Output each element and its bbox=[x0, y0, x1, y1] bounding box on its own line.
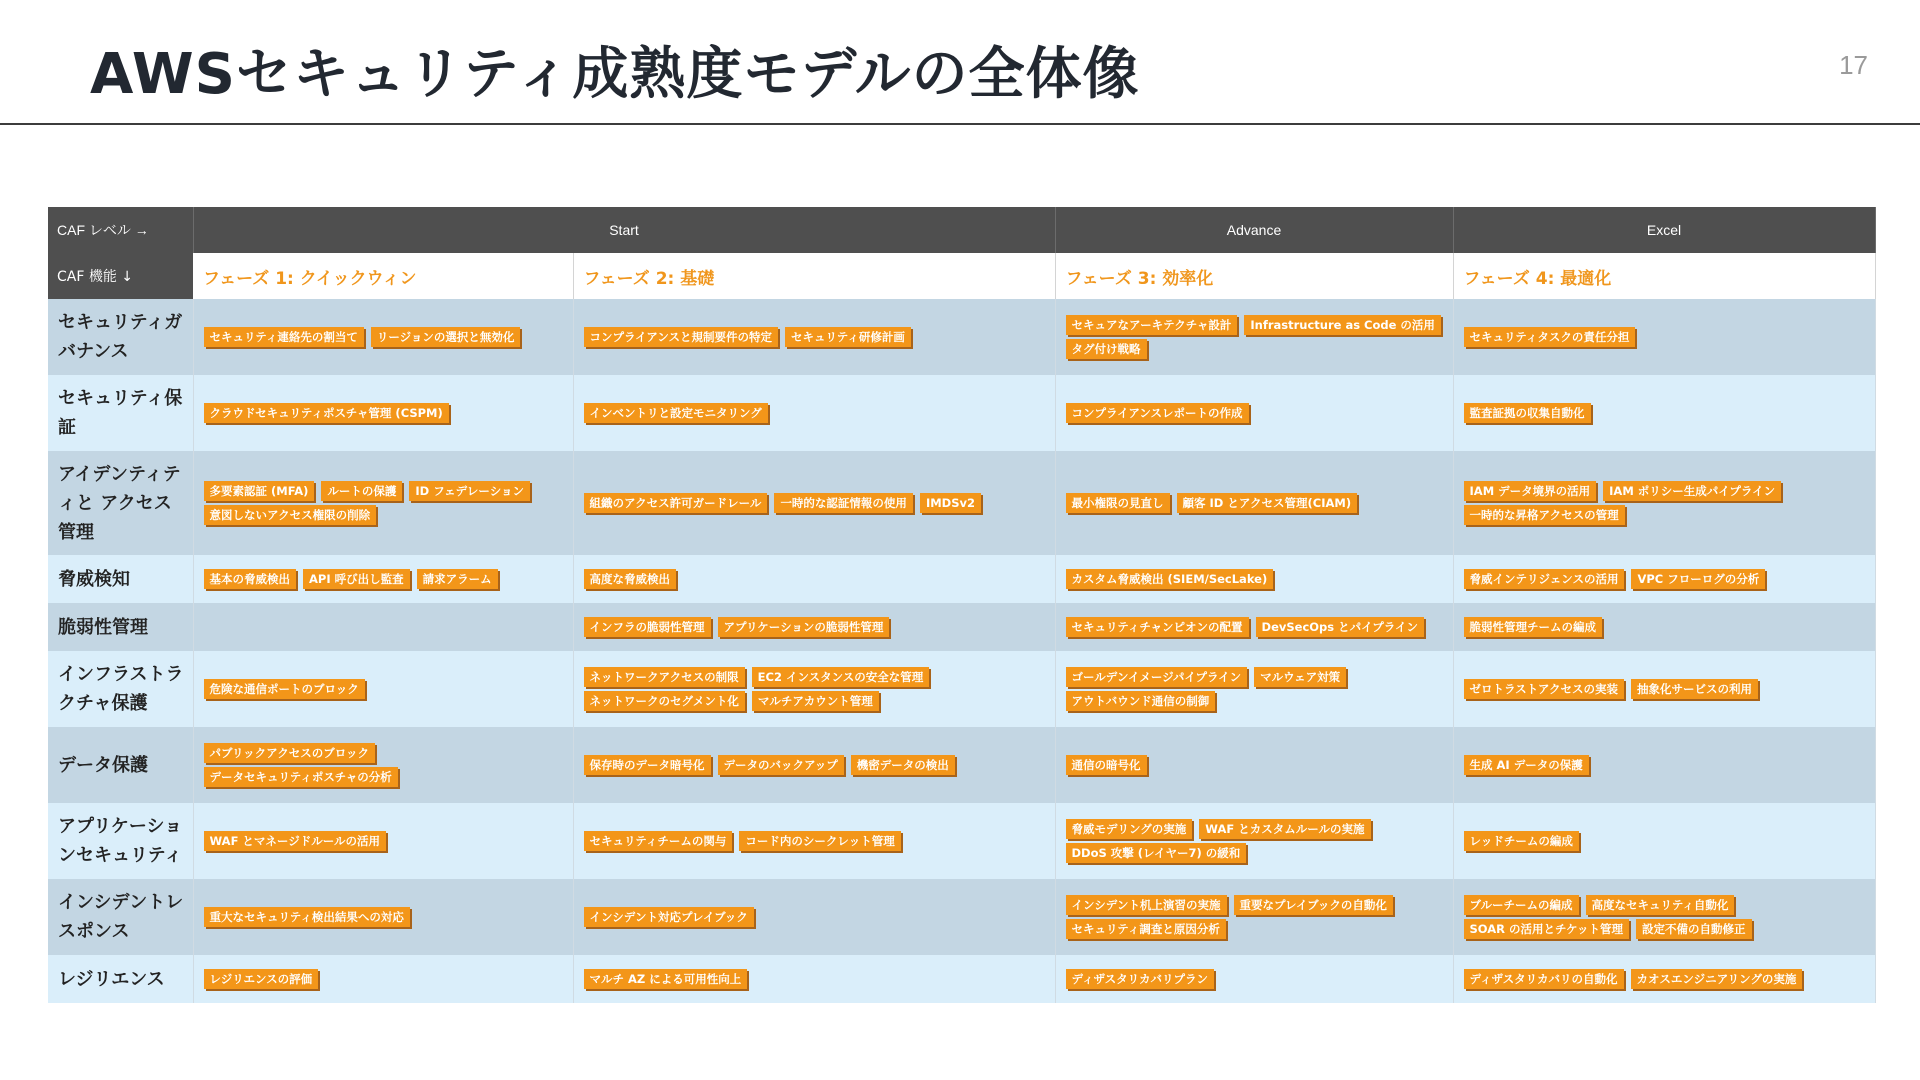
level-header-row bbox=[48, 207, 1875, 253]
practice-tag: 監査証拠の収集自動化 bbox=[1464, 403, 1591, 423]
capability-row bbox=[48, 555, 1875, 603]
practice-tag: セキュリティタスクの責任分担 bbox=[1464, 327, 1636, 347]
capability-row bbox=[48, 803, 1875, 879]
page-title: AWSセキュリティ成熟度モデルの全体像 bbox=[90, 42, 1140, 107]
tag-group bbox=[1066, 819, 1445, 863]
tag-group bbox=[1464, 481, 1867, 525]
practice-tag: インベントリと設定モニタリング bbox=[584, 403, 768, 423]
tag-group bbox=[1066, 493, 1445, 513]
phase-header-row bbox=[48, 253, 1875, 299]
practice-tag: マルチ AZ による可用性向上 bbox=[584, 969, 748, 989]
tag-group bbox=[1464, 327, 1867, 347]
tag-group bbox=[584, 617, 1047, 637]
phase-1-cell bbox=[193, 451, 573, 555]
practice-tag: マルチアカウント管理 bbox=[752, 691, 879, 711]
tag-group bbox=[1066, 969, 1445, 989]
phase-4-cell bbox=[1453, 651, 1875, 727]
practice-tag: WAF とマネージドルールの活用 bbox=[204, 831, 386, 851]
practice-tag: ID フェデレーション bbox=[409, 481, 530, 501]
capability-label: レジリエンス bbox=[48, 955, 193, 1003]
practice-tag: WAF とカスタムルールの実施 bbox=[1199, 819, 1370, 839]
practice-tag: 危険な通信ポートのブロック bbox=[204, 679, 365, 699]
practice-tag: 重大なセキュリティ検出結果への対応 bbox=[204, 907, 410, 927]
practice-tag: 高度な脅威検出 bbox=[584, 569, 677, 589]
practice-tag: マルウェア対策 bbox=[1254, 667, 1346, 687]
tag-group bbox=[1066, 403, 1445, 423]
phase-1-cell bbox=[193, 727, 573, 803]
practice-tag: API 呼び出し監査 bbox=[303, 569, 410, 589]
practice-tag: 請求アラーム bbox=[417, 569, 498, 589]
practice-tag: 意図しないアクセス権限の削除 bbox=[204, 505, 377, 525]
phase-4-cell bbox=[1453, 451, 1875, 555]
practice-tag: 脆弱性管理チームの編成 bbox=[1464, 617, 1603, 637]
phase-4-header: フェーズ 4: 最適化 bbox=[1453, 253, 1875, 299]
phase-2-header: フェーズ 2: 基礎 bbox=[573, 253, 1055, 299]
capability-label: セキュリティガバナンス bbox=[48, 299, 193, 375]
practice-tag: SOAR の活用とチケット管理 bbox=[1464, 919, 1629, 939]
practice-tag: ディザスタリカバリプラン bbox=[1066, 969, 1215, 989]
phase-3-cell bbox=[1055, 299, 1453, 375]
practice-tag: クラウドセキュリティポスチャ管理 (CSPM) bbox=[204, 403, 449, 423]
capability-label: 脆弱性管理 bbox=[48, 603, 193, 651]
practice-tag: レッドチームの編成 bbox=[1464, 831, 1579, 851]
practice-tag: アウトバウンド通信の制御 bbox=[1066, 691, 1216, 711]
practice-tag: レジリエンスの評価 bbox=[204, 969, 319, 989]
practice-tag: 機密データの検出 bbox=[851, 755, 955, 775]
capability-label: 脅威検知 bbox=[48, 555, 193, 603]
practice-tag: IAM データ境界の活用 bbox=[1464, 481, 1597, 501]
practice-tag: IMDSv2 bbox=[920, 493, 981, 513]
capability-row bbox=[48, 955, 1875, 1003]
capability-row bbox=[48, 727, 1875, 803]
phase-3-cell bbox=[1055, 955, 1453, 1003]
tag-group bbox=[1066, 895, 1445, 939]
practice-tag: 最小権限の見直し bbox=[1066, 493, 1170, 513]
practice-tag: リージョンの選択と無効化 bbox=[371, 327, 521, 347]
phase-4-cell bbox=[1453, 879, 1875, 955]
phase-3-cell bbox=[1055, 803, 1453, 879]
practice-tag: ブルーチームの編成 bbox=[1464, 895, 1579, 915]
practice-tag: コンプライアンスレポートの作成 bbox=[1066, 403, 1249, 423]
practice-tag: セキュリティ連絡先の割当て bbox=[204, 327, 364, 347]
practice-tag: 脅威インテリジェンスの活用 bbox=[1464, 569, 1625, 589]
maturity-model-table bbox=[48, 207, 1876, 1003]
practice-tag: セキュアなアーキテクチャ設計 bbox=[1066, 315, 1238, 335]
practice-tag: 設定不備の自動修正 bbox=[1636, 919, 1752, 939]
practice-tag: 組織のアクセス許可ガードレール bbox=[584, 493, 768, 513]
practice-tag: インシデント机上演習の実施 bbox=[1066, 895, 1227, 915]
phase-1-cell bbox=[193, 375, 573, 451]
phase-3-cell bbox=[1055, 879, 1453, 955]
phase-4-cell bbox=[1453, 299, 1875, 375]
tag-group bbox=[204, 327, 565, 347]
tag-group bbox=[1464, 569, 1867, 589]
phase-2-cell bbox=[573, 451, 1055, 555]
tag-group bbox=[584, 493, 1047, 513]
phase-3-cell bbox=[1055, 451, 1453, 555]
practice-tag: ネットワークのセグメント化 bbox=[584, 691, 745, 711]
capability-label: セキュリティ保証 bbox=[48, 375, 193, 451]
practice-tag: VPC フローログの分析 bbox=[1631, 569, 1765, 589]
phase-2-cell bbox=[573, 651, 1055, 727]
phase-2-cell bbox=[573, 375, 1055, 451]
practice-tag: Infrastructure as Code の活用 bbox=[1244, 315, 1441, 335]
practice-tag: パブリックアクセスのブロック bbox=[204, 743, 376, 763]
phase-1-cell bbox=[193, 555, 573, 603]
phase-1-cell bbox=[193, 879, 573, 955]
practice-tag: ルートの保護 bbox=[321, 481, 402, 501]
practice-tag: 抽象化サービスの利用 bbox=[1631, 679, 1758, 699]
practice-tag: セキュリティチームの関与 bbox=[584, 831, 733, 851]
phase-3-cell bbox=[1055, 727, 1453, 803]
phase-2-cell bbox=[573, 879, 1055, 955]
tag-group bbox=[1464, 895, 1867, 939]
tag-group bbox=[584, 969, 1047, 989]
practice-tag: 通信の暗号化 bbox=[1066, 755, 1147, 775]
tag-group bbox=[1464, 617, 1867, 637]
practice-tag: セキュリティチャンピオンの配置 bbox=[1066, 617, 1249, 637]
practice-tag: DDoS 攻撃 (レイヤー7) の緩和 bbox=[1066, 843, 1247, 863]
capability-label: データ保護 bbox=[48, 727, 193, 803]
phase-2-cell bbox=[573, 803, 1055, 879]
tag-group bbox=[1464, 755, 1867, 775]
practice-tag: アプリケーションの脆弱性管理 bbox=[718, 617, 890, 637]
tag-group bbox=[1066, 569, 1445, 589]
tag-group bbox=[1464, 403, 1867, 423]
capability-label: インフラストラクチャ保護 bbox=[48, 651, 193, 727]
phase-1-header: フェーズ 1: クイックウィン bbox=[193, 253, 573, 299]
tag-group bbox=[204, 679, 565, 699]
practice-tag: 保存時のデータ暗号化 bbox=[584, 755, 711, 775]
practice-tag: 基本の脅威検出 bbox=[204, 569, 297, 589]
phase-3-cell bbox=[1055, 555, 1453, 603]
practice-tag: 一時的な昇格アクセスの管理 bbox=[1464, 505, 1625, 525]
tag-group bbox=[204, 743, 565, 787]
practice-tag: インシデント対応プレイブック bbox=[584, 907, 754, 927]
capability-row bbox=[48, 299, 1875, 375]
phase-4-cell bbox=[1453, 803, 1875, 879]
practice-tag: コンプライアンスと規制要件の特定 bbox=[584, 327, 779, 347]
practice-tag: 一時的な認証情報の使用 bbox=[774, 493, 913, 513]
tag-group bbox=[1066, 755, 1445, 775]
phase-4-cell bbox=[1453, 375, 1875, 451]
phase-1-cell bbox=[193, 803, 573, 879]
tag-group bbox=[584, 831, 1047, 851]
function-corner-label: CAF 機能 ↓ bbox=[48, 253, 193, 299]
practice-tag: 高度なセキュリティ自動化 bbox=[1586, 895, 1735, 915]
tag-group bbox=[1464, 831, 1867, 851]
practice-tag: 生成 AI データの保護 bbox=[1464, 755, 1589, 775]
practice-tag: ゼロトラストアクセスの実装 bbox=[1464, 679, 1624, 699]
tag-group bbox=[584, 907, 1047, 927]
tag-group bbox=[584, 403, 1047, 423]
phase-2-cell bbox=[573, 555, 1055, 603]
phase-1-cell bbox=[193, 651, 573, 727]
capability-row bbox=[48, 879, 1875, 955]
capability-label: アプリケーションセキュリティ bbox=[48, 803, 193, 879]
phase-2-cell bbox=[573, 727, 1055, 803]
phase-4-cell bbox=[1453, 603, 1875, 651]
practice-tag: 顧客 ID とアクセス管理(CIAM) bbox=[1177, 493, 1358, 513]
practice-tag: カスタム脅威検出 (SIEM/SecLake) bbox=[1066, 569, 1274, 589]
tag-group bbox=[1066, 667, 1445, 711]
practice-tag: 重要なプレイブックの自動化 bbox=[1234, 895, 1393, 915]
practice-tag: DevSecOps とパイプライン bbox=[1256, 617, 1424, 637]
phase-4-cell bbox=[1453, 727, 1875, 803]
phase-2-cell bbox=[573, 299, 1055, 375]
practice-tag: タグ付け戦略 bbox=[1066, 339, 1147, 359]
capability-row bbox=[48, 651, 1875, 727]
practice-tag: 脅威モデリングの実施 bbox=[1066, 819, 1193, 839]
tag-group bbox=[204, 481, 565, 525]
tag-group bbox=[584, 327, 1047, 347]
capability-row bbox=[48, 375, 1875, 451]
phase-4-cell bbox=[1453, 955, 1875, 1003]
tag-group bbox=[1066, 315, 1445, 359]
phase-1-cell bbox=[193, 299, 573, 375]
phase-1-cell bbox=[193, 955, 573, 1003]
page-number: 17 bbox=[1839, 50, 1868, 80]
level-start: Start bbox=[193, 207, 1055, 253]
practice-tag: セキュリティ調査と原因分析 bbox=[1066, 919, 1226, 939]
practice-tag: データセキュリティポスチャの分析 bbox=[204, 767, 398, 787]
practice-tag: EC2 インスタンスの安全な管理 bbox=[752, 667, 930, 687]
phase-2-cell bbox=[573, 603, 1055, 651]
tag-group bbox=[204, 969, 565, 989]
title-divider bbox=[0, 123, 1920, 125]
tag-group bbox=[204, 831, 565, 851]
tag-group bbox=[1464, 679, 1867, 699]
practice-tag: ゴールデンイメージパイプライン bbox=[1066, 667, 1248, 687]
tag-group bbox=[584, 755, 1047, 775]
phase-3-header: フェーズ 3: 効率化 bbox=[1055, 253, 1453, 299]
tag-group bbox=[584, 667, 1047, 711]
practice-tag: ディザスタリカバリの自動化 bbox=[1464, 969, 1624, 989]
practice-tag: インフラの脆弱性管理 bbox=[584, 617, 711, 637]
practice-tag: コード内のシークレット管理 bbox=[739, 831, 900, 851]
tag-group bbox=[204, 569, 565, 589]
tag-group bbox=[1464, 969, 1867, 989]
capability-row bbox=[48, 603, 1875, 651]
level-excel: Excel bbox=[1453, 207, 1875, 253]
phase-3-cell bbox=[1055, 651, 1453, 727]
practice-tag: ネットワークアクセスの制限 bbox=[584, 667, 745, 687]
level-corner-label: CAF レベル → bbox=[48, 207, 193, 253]
tag-group bbox=[1066, 617, 1445, 637]
tag-group bbox=[584, 569, 1047, 589]
practice-tag: IAM ポリシー生成パイプライン bbox=[1603, 481, 1781, 501]
capability-label: アイデンティティと アクセス管理 bbox=[48, 451, 193, 555]
practice-tag: セキュリティ研修計画 bbox=[785, 327, 911, 347]
practice-tag: データのバックアップ bbox=[718, 755, 844, 775]
phase-4-cell bbox=[1453, 555, 1875, 603]
phase-1-cell bbox=[193, 603, 573, 651]
capability-label: インシデントレスポンス bbox=[48, 879, 193, 955]
tag-group bbox=[204, 907, 565, 927]
practice-tag: カオスエンジニアリングの実施 bbox=[1631, 969, 1803, 989]
phase-3-cell bbox=[1055, 603, 1453, 651]
capability-row bbox=[48, 451, 1875, 555]
level-advance: Advance bbox=[1055, 207, 1453, 253]
tag-group bbox=[204, 403, 565, 423]
phase-3-cell bbox=[1055, 375, 1453, 451]
phase-2-cell bbox=[573, 955, 1055, 1003]
practice-tag: 多要素認証 (MFA) bbox=[204, 481, 315, 501]
